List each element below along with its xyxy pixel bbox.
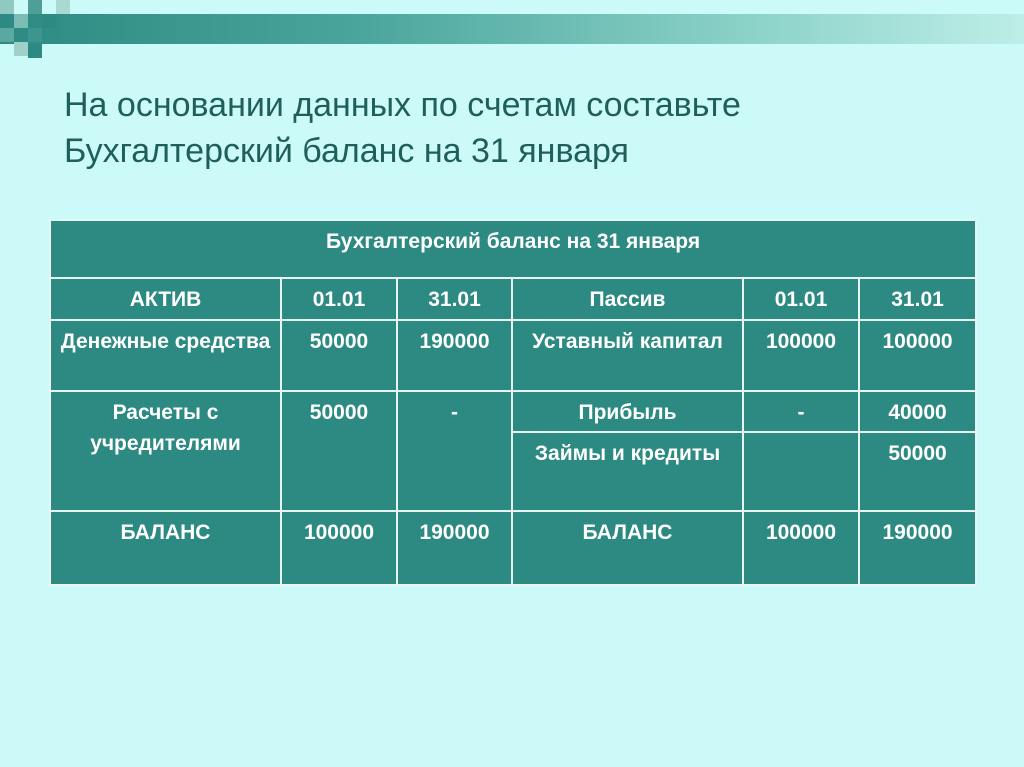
decor-square — [0, 28, 14, 42]
row-cash-label: Денежные средства — [50, 320, 281, 391]
header-liab-start: 01.01 — [743, 278, 859, 320]
total-asset-start: 100000 — [281, 511, 397, 585]
row-capital-start: 100000 — [743, 320, 859, 391]
slide-title-line-1: На основании данных по счетам составьте — [64, 86, 741, 124]
header-gradient-bar — [0, 14, 1024, 44]
header-liab-end: 31.01 — [859, 278, 976, 320]
decor-square — [56, 0, 70, 14]
header-asset: АКТИВ — [50, 278, 281, 320]
row-capital-end: 100000 — [859, 320, 976, 391]
row-founders-start: 50000 — [281, 391, 397, 511]
total-liab-start: 100000 — [743, 511, 859, 585]
decor-square — [0, 0, 14, 14]
header-asset-end: 31.01 — [397, 278, 512, 320]
row-profit-label: Прибыль — [512, 391, 743, 432]
decor-square — [28, 28, 42, 42]
total-liab-end: 190000 — [859, 511, 976, 585]
slide-title-line-2: Бухгалтерский баланс на 31 января — [64, 132, 629, 170]
row-loans-start — [743, 432, 859, 511]
row-profit-end: 40000 — [859, 391, 976, 432]
table-caption: Бухгалтерский баланс на 31 января — [50, 220, 976, 278]
row-founders-label: Расчеты с учредителями — [50, 391, 281, 511]
row-profit-start: - — [743, 391, 859, 432]
decor-square — [28, 0, 42, 14]
slide-title — [64, 82, 964, 174]
header-liability: Пассив — [512, 278, 743, 320]
decor-square — [28, 44, 42, 58]
decor-square — [14, 14, 28, 28]
row-loans-end: 50000 — [859, 432, 976, 511]
decor-square — [42, 14, 56, 28]
row-cash-start: 50000 — [281, 320, 397, 391]
total-asset-end: 190000 — [397, 511, 512, 585]
row-founders-end: - — [397, 391, 512, 511]
total-liab-label: БАЛАНС — [512, 511, 743, 585]
row-loans-label: Займы и кредиты — [512, 432, 743, 511]
row-capital-label: Уставный капитал — [512, 320, 743, 391]
row-cash-end: 190000 — [397, 320, 512, 391]
decor-square — [14, 42, 28, 56]
total-asset-label: БАЛАНС — [50, 511, 281, 585]
header-asset-start: 01.01 — [281, 278, 397, 320]
balance-sheet-table — [49, 219, 977, 586]
